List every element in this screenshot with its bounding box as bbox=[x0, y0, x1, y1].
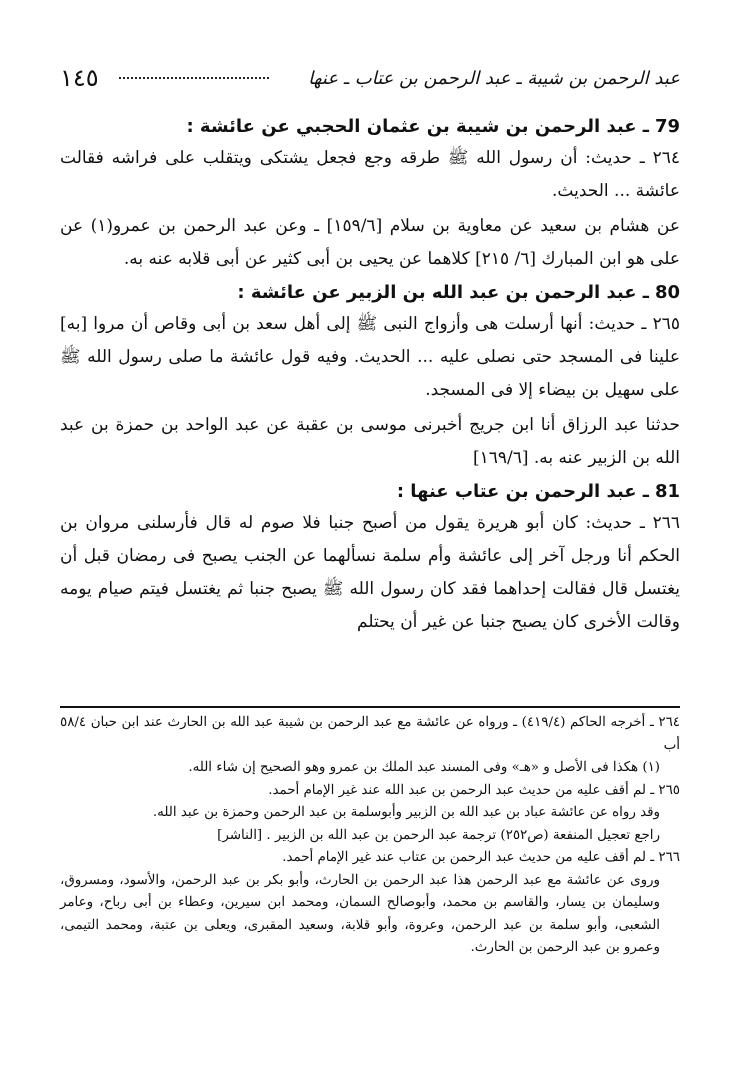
isnad-265: حدثنا عبد الرزاق أنا ابن جريج أخبرنى موسى بن عقبة عن عبد الواحد بن حمزة بن عبد الله بن الزبير عنه به. [١٦٩/٦] bbox=[60, 415, 680, 468]
section-number: 81 bbox=[654, 481, 680, 502]
section-title: ـ عبد الرحمن بن شيبة بن عثمان الحجبي عن عائشة : bbox=[186, 116, 649, 137]
hadith-264: ٢٦٤ ـ حديث: أن رسول الله ﷺ طرقه وجع فجعل يشتكى ويتقلب على فراشه فقالت عائشة ... الحديث. bbox=[60, 148, 680, 201]
section-title: ـ عبد الرحمن بن عتاب عنها : bbox=[396, 481, 649, 502]
footnote-266: ٢٦٦ ـ لم أقف عليه من حديث عبد الرحمن بن عتاب عند غير الإمام أحمد. bbox=[282, 850, 680, 865]
footnote-265: ٢٦٥ ـ لم أقف عليه من حديث عبد الرحمن بن عبد الله عند غير الإمام أحمد. bbox=[268, 782, 680, 798]
hadith-265: ٢٦٥ ـ حديث: أنها أرسلت هى وأزواج النبى ﷺ إلى أهل سعد بن أبى وقاص أن مروا [به] علينا فى المسجد حتى نصلى عليه ... الحديث. وفيه قول عائشة ما صلى رسول الله ﷺ على سهيل بن بيضاء إلا فى المسجد. bbox=[60, 314, 680, 400]
page-header bbox=[60, 58, 680, 98]
hadith-266: ٢٦٦ ـ حديث: كان أبو هريرة يقول من أصبح جنبا فلا صوم له قال فأرسلنى مروان بن الحكم أنا ورجل آخر إلى عائشة وأم سلمة نسألهما عن الجنب يصبح فى رمضان قبل أن يغتسل قال فقالت إحداهما فقد كان رسول الله ﷺ يصبح جنبا ثم يغتسل فيتم صيام يومه وقالت الأخرى كان يصبح جنبا عن غير أن يحتلم bbox=[60, 513, 680, 632]
footnote-264: ٢٦٤ ـ أخرجه الحاكم (٤١٩/٤) ـ ورواه عن عائشة مع عبد الرحمن بن شيبة عبد الله بن الحارث عند ابن حبان ٥٨/٤ أب bbox=[60, 715, 680, 753]
section-number: 80 bbox=[654, 282, 680, 303]
main-text bbox=[60, 112, 680, 641]
footnote-divider bbox=[60, 706, 680, 708]
section-heading-80 bbox=[60, 278, 680, 308]
footnote-265-publisher: راجع تعجيل المنفعة (ص٢٥٢) ترجمة عبد الرحمن بن عبد الله بن الزبير . [الناشر] bbox=[217, 827, 660, 843]
running-title: عبد الرحمن بن شيبة ـ عبد الرحمن بن عتاب ـ عنها bbox=[308, 67, 680, 89]
footnote-265-note: وقد رواه عن عائشة عباد بن عبد الله بن الزبير وأبوسلمة بن عبد الرحمن وحمزة بن عبد الله. bbox=[152, 805, 660, 820]
section-title: ـ عبد الرحمن بن عبد الله بن الزبير عن عائشة : bbox=[237, 282, 649, 303]
page-number: ١٤٥ bbox=[60, 64, 99, 92]
section-heading-81 bbox=[60, 477, 680, 507]
section-heading-79 bbox=[60, 112, 680, 142]
footnotes bbox=[60, 712, 680, 960]
footnote-1: (١) هكذا فى الأصل و «هـ» وفى المسند عبد الملك بن عمرو وهو الصحيح إن شاء الله. bbox=[188, 760, 660, 775]
section-number: 79 bbox=[654, 116, 680, 137]
isnad-264: عن هشام بن سعيد عن معاوية بن سلام [١٥٩/٦] ـ وعن عبد الرحمن بن عمرو(١) عن على هو ابن المبارك [٦/ ٢١٥] كلاهما عن يحيى بن أبى كثير عن أبى قلابه عنه به. bbox=[60, 216, 680, 269]
footnote-266-note: وروى عن عائشة مع عبد الرحمن هذا عبد الرحمن بن الحارث، وأبو بكر بن عبد الرحمن، والأسود، ومسروق، وسليمان بن يسار، والقاسم بن محمد، وأبوصالح السمان، ومحمد ابن سيرين، وعطاء بن أبى رباح، وعامر الشعبى، وأبو سلمة بن عبد الرحمن، وعروة، وأبو قلابة، وسعيد المقبرى، ويعلى بن عتبة، ومحمد التيمى، وعمرو بن عبد الرحمن بن الحارث. bbox=[60, 872, 660, 955]
header-dotted-leader bbox=[119, 77, 269, 79]
